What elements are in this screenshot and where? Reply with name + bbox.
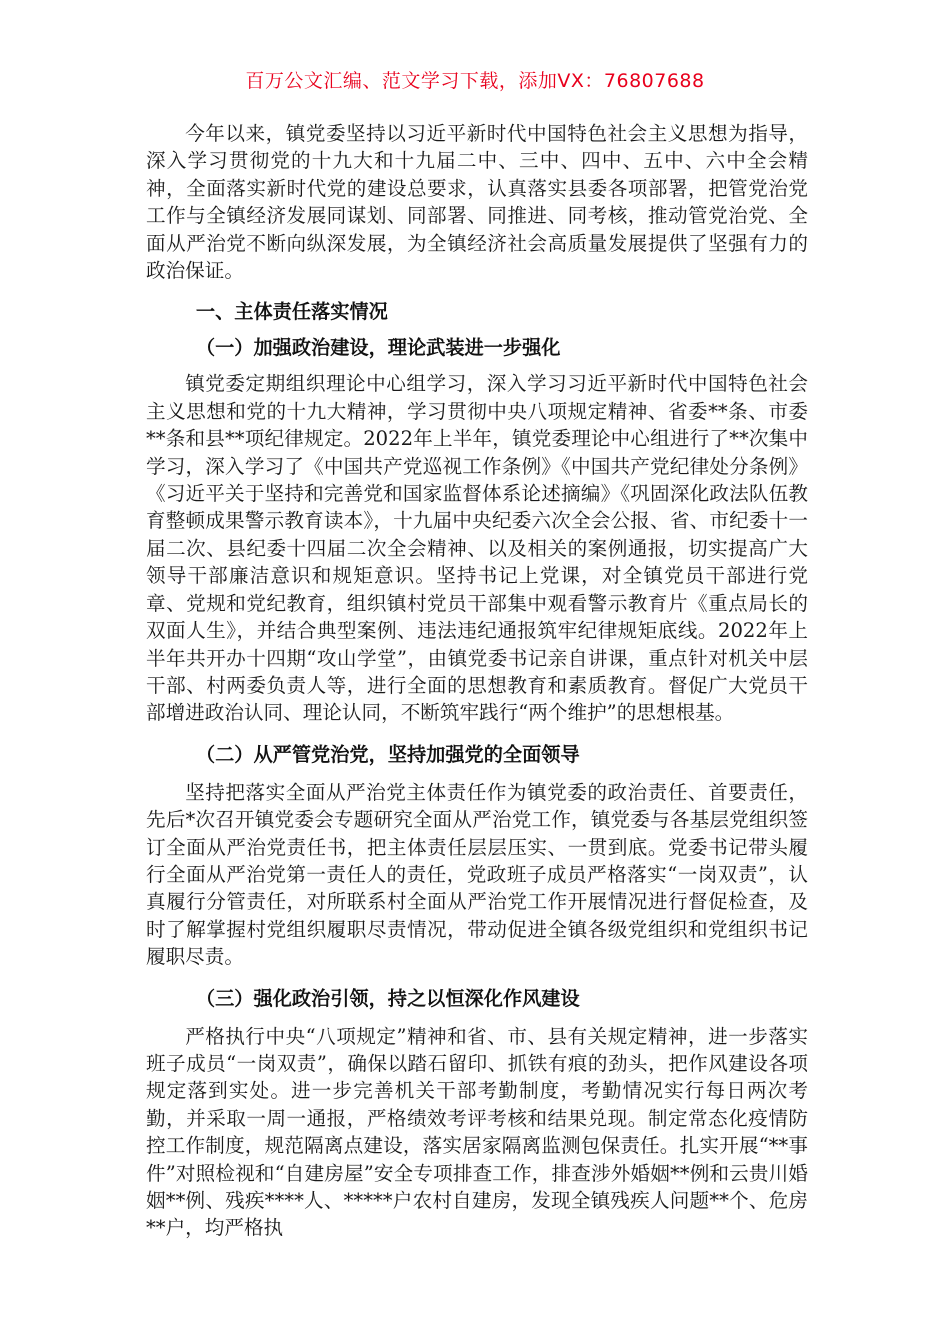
body-paragraph: 镇党委定期组织理论中心组学习，深入学习习近平新时代中国特色社会主义思想和党的十九大精神，学习贯彻中央八项规定精神、省委**条、市委**条和县**项纪律规定。2022年上半年，镇党委理论中心组进行了**次集中学习，深入学习了《中国共产党巡视工作条例》《中国共产党纪律处分条例》《习近平关于坚持和完善党和国家监督体系论述摘编》《巩固深化政法队伍教育整顿成果警示教育读本》，十九届中央纪委六次全会公报、省、市纪委十一届二次、县纪委十四届二次全会精神、以及相关的案例通报，切实提高广大领导干部廉洁意识和规矩意识。坚持书记上党课，对全镇党员干部进行党章、党规和党纪教育，组织镇村党员干部集中观看警示教育片《重点局长的双面人生》，并结合典型案例、违法违纪通报筑牢纪律规矩底线。2022年上半年共开办十四期“攻山学堂”，由镇党委书记亲自讲课，重点针对机关中层干部、村两委负责人等，进行全面的思想教育和素质教育。督促广大党员干部增进政治认同、理论认同，不断筑牢践行“两个维护”的思想根基。	[146, 372, 808, 725]
intro-paragraph: 今年以来，镇党委坚持以习近平新时代中国特色社会主义思想为指导，深入学习贯彻党的十九大和十九届二中、三中、四中、五中、六中全会精神，全面落实新时代党的建设总要求，认真落实县委各项部署，把管党治党工作与全镇经济发展同谋划、同部署、同推进、同考核，推动管党治党、全面从严治党不断向纵深发展，为全镇经济社会高质量发展提供了坚强有力的政治保证。	[146, 122, 808, 283]
header-banner: 百万公文汇编、范文学习下载，添加VX：76807688	[245, 70, 705, 92]
subsection-heading: （二）从严管党治党，坚持加强党的全面领导	[195, 742, 580, 766]
body-paragraph: 严格执行中央“八项规定”精神和省、市、县有关规定精神，进一步落实班子成员“一岗双责”，确保以踏石留印、抓铁有痕的劲头，把作风建设各项规定落到实处。进一步完善机关干部考勤制度，考勤情况实行每日两次考勤，并采取一周一通报，严格绩效考评考核和结果兑现。制定常态化疫情防控工作制度，规范隔离点建设，落实居家隔离监测包保责任。扎实开展“**事件”对照检视和“自建房屋”安全专项排查工作，排查涉外婚姻**例和云贵川婚姻**例、残疾****人、*****户农村自建房，发现全镇残疾人问题**个、危房**户，均严格执	[146, 1024, 808, 1240]
subsection-heading: （三）强化政治引领，持之以恒深化作风建设	[195, 986, 580, 1010]
body-paragraph: 坚持把落实全面从严治党主体责任作为镇党委的政治责任、首要责任，先后*次召开镇党委会专题研究全面从严治党工作，镇党委与各基层党组织签订全面从严治党责任书，把主体责任层层压实、一贯到底。党委书记带头履行全面从严治党第一责任人的责任，党政班子成员严格落实“一岗双责”，认真履行分管责任，对所联系村全面从严治党工作开展情况进行督促检查，及时了解掌握村党组织履职尽责情况，带动促进全镇各级党组织和党组织书记履职尽责。	[146, 780, 808, 969]
section-heading: 一、主体责任落实情况	[195, 300, 388, 324]
subsection-heading: （一）加强政治建设，理论武装进一步强化	[195, 336, 561, 360]
document-body	[146, 120, 808, 1242]
